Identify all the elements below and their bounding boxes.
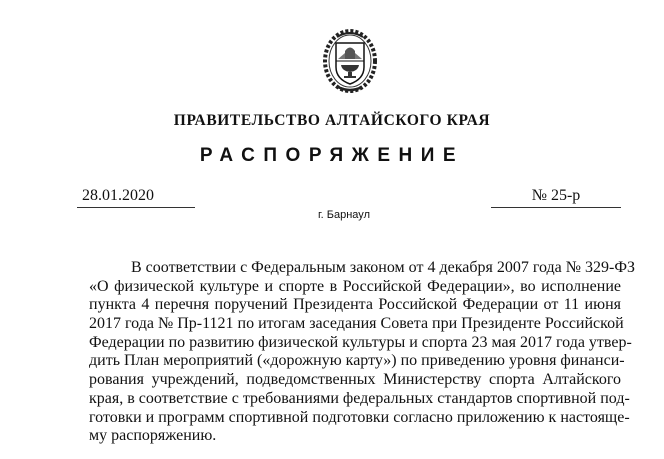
body-line: му распоряжению. xyxy=(89,427,217,445)
document-type-title: РАСПОРЯЖЕНИЕ xyxy=(199,145,465,166)
document-number-field xyxy=(491,186,621,208)
body-line: «О физической культуре и спорте в Российской Федерации», во исполнение xyxy=(89,277,621,295)
body-line: Федерации по развитию физической культуры и спорта 23 мая 2017 года утвер- xyxy=(89,333,632,351)
body-line: 2017 года № Пр-1121 по итогам заседания Совета при Президенте Российской xyxy=(89,315,624,333)
government-title: ПРАВИТЕЛЬСТВО АЛТАЙСКОГО КРАЯ xyxy=(173,112,491,129)
document-date-field xyxy=(77,186,195,208)
city-label: г. Барнаул xyxy=(318,209,370,221)
coat-of-arms-icon xyxy=(323,27,377,95)
body-line: пункта 4 перечня поручений Президента Российской Федерации от 11 июня xyxy=(89,296,621,314)
document-number: № 25-р xyxy=(531,187,581,204)
body-line: рования учреждений, подведомственных Министерству спорта Алтайского xyxy=(89,371,621,389)
body-line: дить План мероприятий («дорожную карту») по приведению уровня финанси- xyxy=(89,352,625,370)
body-line: В соответствии с Федеральным законом от 4 декабря 2007 года № 329-ФЗ xyxy=(131,259,636,276)
body-line: готовки и программ спортивной подготовки согласно приложению к настояще- xyxy=(89,408,630,426)
document-body xyxy=(89,259,636,446)
document-date: 28.01.2020 xyxy=(82,187,154,204)
body-line: края, в соответствие с требованиями федеральных стандартов спортивной под- xyxy=(89,389,630,407)
